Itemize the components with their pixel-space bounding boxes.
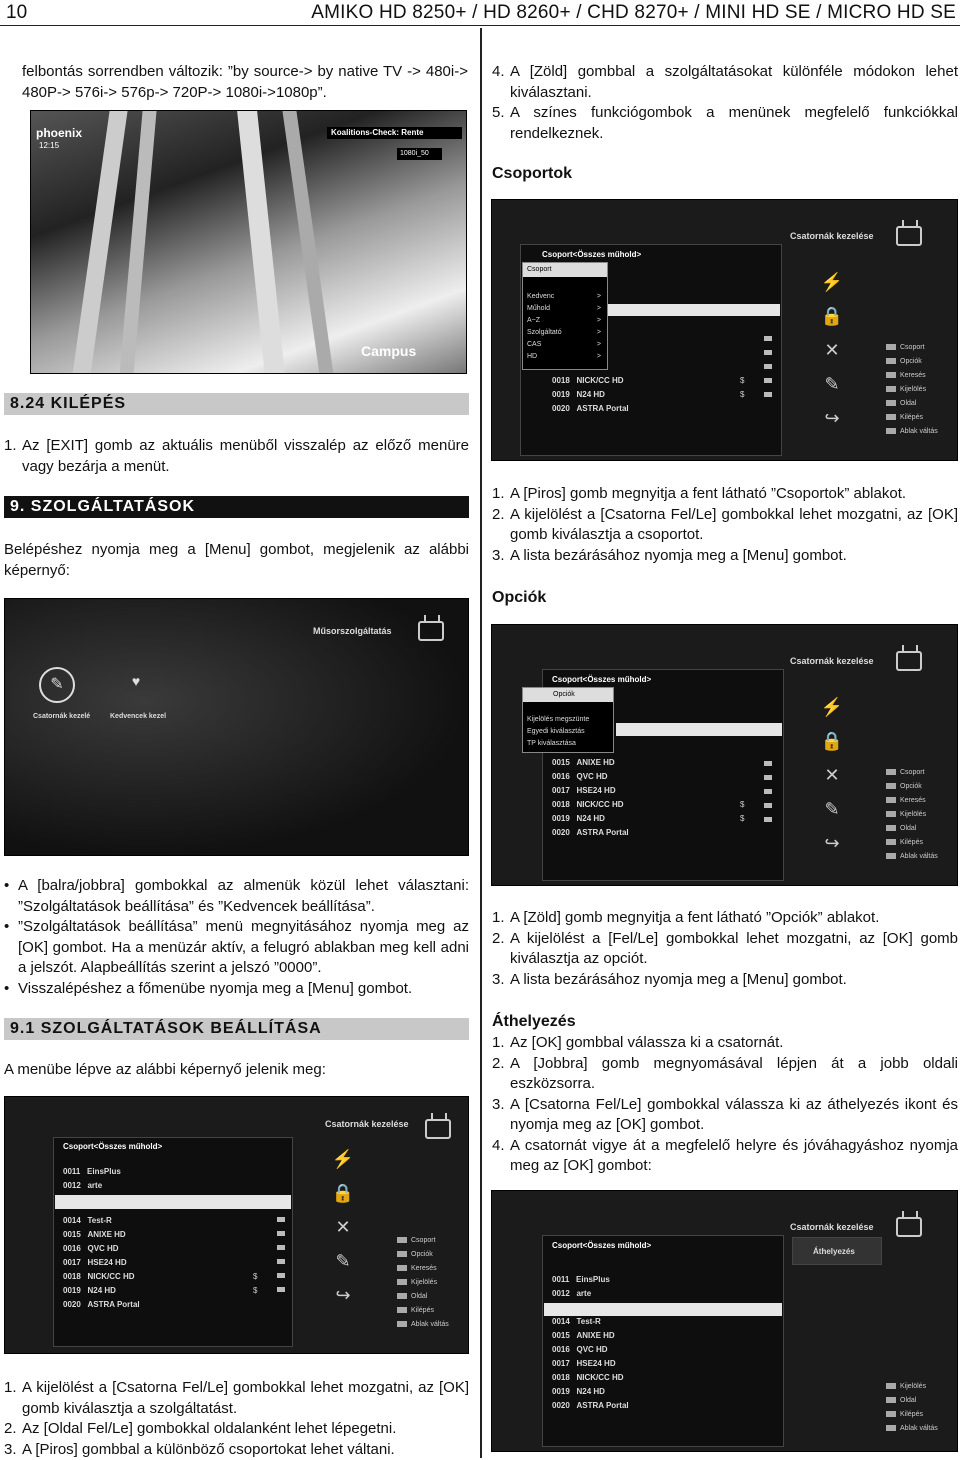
legend-item: Kijelölés — [397, 1279, 437, 1286]
tv-icon — [418, 621, 444, 641]
banner-overlay: Koalitions-Check: Rente — [327, 127, 462, 139]
rename-icon[interactable]: ✎ — [335, 1251, 351, 1271]
legend-item: Oldal — [886, 1397, 916, 1404]
table-row[interactable]: 0018 NICK/CC HD — [552, 1373, 624, 1382]
list-item: 1. A [Piros] gomb megnyitja a fent látható ”Csoportok” ablakot. — [492, 485, 907, 502]
popup-item[interactable]: Szolgáltató > — [527, 329, 601, 336]
flag-icon — [764, 761, 772, 766]
list-item: 5. A színes funkciógombok a menünek megfelelő funkciókkal rendelkeznek. — [492, 104, 958, 142]
page-header — [0, 0, 960, 26]
section-9-1-title: 9.1 SZOLGÁLTATÁSOK BEÁLLÍTÁSA — [4, 1018, 469, 1040]
selected-row[interactable] — [55, 1195, 291, 1209]
popup-item[interactable]: Egyedi kiválasztás — [527, 728, 585, 735]
legend-item: Oldal — [886, 400, 916, 407]
legend-item: Opciók — [397, 1251, 433, 1258]
scrambled-icon: $ — [740, 390, 745, 399]
heading-opciok: Opciók — [492, 589, 547, 606]
list-item: 3. A [Piros] gombbal a különböző csoportokat lehet váltani. — [4, 1440, 395, 1458]
table-row[interactable]: 0012 arte — [63, 1181, 103, 1190]
channel-list-screenshot — [4, 1096, 469, 1354]
legend-item: Keresés — [397, 1265, 437, 1272]
screen-title: Csatornák kezelése — [790, 656, 874, 666]
table-row[interactable]: 0014 Test-R — [63, 1216, 112, 1225]
channel-panel — [542, 1235, 784, 1447]
legend-item: Opciók — [886, 358, 922, 365]
flag-icon — [277, 1231, 285, 1236]
column-divider — [480, 28, 482, 1458]
table-row[interactable]: 0019 N24 HD — [552, 1387, 605, 1396]
table-row[interactable]: 0012 arte — [552, 1289, 592, 1298]
page-title: AMIKO HD 8250+ / HD 8260+ / CHD 8270+ / MINI HD SE / MICRO HD SE — [311, 2, 956, 23]
legend-item: Kijelölés — [886, 1383, 926, 1390]
legend-item: Csoport — [886, 769, 925, 776]
flag-icon — [277, 1217, 285, 1222]
screen-title: Csatornák kezelése — [325, 1119, 409, 1129]
popup-item[interactable]: Műhold > — [527, 305, 601, 312]
section-9-intro: Belépéshez nyomja meg a [Menu] gombot, megjelenik az alábbi képernyő: — [4, 541, 469, 579]
legend-item: Ablak váltás — [886, 853, 938, 860]
menu-title: Műsorszolgáltatás — [313, 626, 392, 636]
table-row[interactable]: 0016 QVC HD — [63, 1244, 119, 1253]
table-row[interactable]: 0020 ASTRA Portal — [552, 828, 629, 837]
flag-icon — [277, 1287, 285, 1292]
move-panel — [792, 1237, 882, 1265]
delete-icon[interactable]: ✕ — [824, 765, 840, 785]
list-item: 2. A kijelölést a [Fel/Le] gombokkal lehet mozgatni, az [OK] gomb kiválasztja az opciót. — [492, 929, 958, 967]
move-icon[interactable]: ↪ — [824, 408, 840, 428]
move-icon[interactable]: ↪ — [824, 833, 840, 853]
move-list — [492, 1033, 958, 1177]
legend-item: Kilépés — [886, 1411, 923, 1418]
group-label: Csoport<Összes műhold> — [552, 675, 652, 684]
flag-icon — [277, 1273, 285, 1278]
flag-icon — [277, 1245, 285, 1250]
lock-icon[interactable]: 🔒 — [331, 1183, 355, 1203]
flag-icon — [764, 803, 772, 808]
table-row[interactable]: 0017 HSE24 HD — [552, 786, 616, 795]
list-item: 1. Az [OK] gombbal válassza ki a csatornát. — [492, 1034, 784, 1051]
skip-icon[interactable]: ⚡ — [820, 272, 844, 292]
options-list — [492, 908, 958, 990]
flag-icon — [764, 364, 772, 369]
list-item: 1. A [Zöld] gomb megnyitja a fent látható ”Opciók” ablakot. — [492, 909, 880, 926]
legend-item: Kijelölés — [886, 811, 926, 818]
delete-icon[interactable]: ✕ — [335, 1217, 351, 1237]
scrambled-icon: $ — [253, 1272, 258, 1281]
flag-icon — [764, 350, 772, 355]
legend-item: Opciók — [886, 783, 922, 790]
group-label: Csoport<Összes műhold> — [542, 250, 642, 259]
list-item: 3. A [Csatorna Fel/Le] gombokkal válassza ki az áthelyezés ikont és nyomja meg az [OK] gombot. — [492, 1095, 958, 1133]
popup-item[interactable]: Kijelölés megszünte — [527, 716, 590, 723]
flag-icon — [764, 789, 772, 794]
legend-item: Ablak váltás — [397, 1321, 449, 1328]
popup-title: Opciók — [523, 688, 613, 702]
list-item: 3. A lista bezárásához nyomja meg a [Menu] gombot. — [492, 546, 847, 564]
list-item: 4. A csatornát vigye át a megfelelő helyre és jóváhagyáshoz nyomja meg az [OK] gombot: — [492, 1136, 958, 1174]
table-row[interactable]: 0018 NICK/CC HD — [63, 1272, 135, 1281]
page-number: 10 — [6, 2, 28, 23]
legend-item: Kijelölés — [886, 386, 926, 393]
heading-csoportok: Csoportok — [492, 165, 572, 182]
menu-item-favourites[interactable]: Kedvencek kezel — [110, 713, 167, 720]
flag-icon — [764, 392, 772, 397]
popup-item[interactable]: Kedvenc > — [527, 293, 601, 300]
table-row[interactable]: 0015 ANIXE HD — [552, 1331, 615, 1340]
edit-icon[interactable]: ✎ — [39, 667, 75, 703]
menu-item-channels[interactable]: Csatornák kezelé — [33, 713, 91, 720]
table-row[interactable]: 0017 HSE24 HD — [552, 1359, 616, 1368]
flag-icon — [764, 775, 772, 780]
tv-icon — [896, 226, 922, 246]
selected-row[interactable] — [616, 723, 782, 736]
group-label: Csoport<Összes műhold> — [552, 1241, 652, 1250]
rename-icon[interactable]: ✎ — [824, 374, 840, 394]
legend-item: Kilépés — [397, 1307, 434, 1314]
tv-icon — [896, 1217, 922, 1237]
table-row[interactable]: 0015 ANIXE HD — [552, 758, 615, 767]
table-row[interactable]: 0015 ANIXE HD — [63, 1230, 126, 1239]
list-item: • ”Szolgáltatások beállítása” menü megnyitásához nyomja meg az [OK] gombot. Ha a menüzár aktív, a felugró ablakban meg kell adni a jelszót. Alapbeállítás szerint a jelszó ”0000”. — [4, 918, 469, 976]
section-9-title: 9. SZOLGÁLTATÁSOK — [4, 496, 469, 518]
flag-icon — [277, 1259, 285, 1264]
skip-icon[interactable]: ⚡ — [331, 1149, 355, 1169]
list-item: 1. A kijelölést a [Csatorna Fel/Le] gombokkal lehet mozgatni, az [OK] gomb kiválasztja a szolgáltatást. — [4, 1379, 469, 1417]
table-row[interactable]: 0011 EinsPlus — [552, 1275, 610, 1284]
list-item: 2. A [Jobbra] gomb megnyomásával lépjen át a jobb oldali eszközsorra. — [492, 1054, 958, 1092]
time-overlay: 12:15 — [39, 141, 60, 150]
table-row[interactable]: 0011 EinsPlus — [63, 1167, 121, 1176]
table-row[interactable]: 0014 Test-R — [552, 1317, 601, 1326]
legend-item: Oldal — [886, 825, 916, 832]
legend-item: Ablak váltás — [886, 428, 938, 435]
rename-icon[interactable]: ✎ — [824, 799, 840, 819]
section-8-24-list — [4, 436, 469, 477]
table-row[interactable]: 0019 N24 HD — [552, 390, 605, 399]
heart-tv-icon[interactable]: ♥ — [131, 673, 141, 689]
table-row[interactable]: 0018 NICK/CC HD — [552, 800, 624, 809]
main-menu-screenshot — [4, 598, 469, 856]
popup-item[interactable]: A~Z > — [527, 317, 601, 324]
popup-item[interactable]: CAS > — [527, 341, 601, 348]
tv-photo — [30, 110, 467, 374]
flag-icon — [764, 378, 772, 383]
legend-item: Csoport — [397, 1237, 436, 1244]
table-row[interactable]: 0020 ASTRA Portal — [63, 1300, 140, 1309]
legend-item: Ablak váltás — [886, 1425, 938, 1432]
selected-row[interactable] — [608, 304, 780, 316]
tv-icon — [896, 651, 922, 671]
channel-logo: phoenix — [36, 126, 83, 140]
final-list — [4, 1378, 469, 1460]
table-row[interactable]: 0016 QVC HD — [552, 772, 608, 781]
popup-item[interactable]: HD > — [527, 353, 601, 360]
list-item: • Visszalépéshez a főmenübe nyomja meg a [Menu] gombot. — [4, 979, 413, 997]
table-row[interactable]: 0020 ASTRA Portal — [552, 404, 629, 413]
screen-title: Csatornák kezelése — [790, 1222, 874, 1232]
list-item: 1. Az [EXIT] gomb az aktuális menüből visszalép az előző menüre vagy bezárja a menüt. — [4, 437, 469, 475]
legend-item: Oldal — [397, 1293, 427, 1300]
section-9-1-intro: A menübe lépve az alábbi képernyő jelenik meg: — [4, 1061, 326, 1078]
screen-title: Csatornák kezelése — [790, 231, 874, 241]
lock-icon[interactable]: 🔒 — [820, 306, 844, 326]
scrambled-icon: $ — [740, 800, 745, 809]
skip-icon[interactable]: ⚡ — [820, 697, 844, 717]
scrambled-icon: $ — [740, 376, 745, 385]
move-icon[interactable]: ↪ — [335, 1285, 351, 1305]
table-row[interactable]: 0016 QVC HD — [552, 1345, 608, 1354]
flag-icon — [764, 817, 772, 822]
popup-item[interactable]: TP kiválasztása — [527, 740, 576, 747]
tv-icon — [425, 1119, 451, 1139]
table-row[interactable]: 0019 N24 HD — [63, 1286, 116, 1295]
options-popup — [522, 687, 614, 753]
legend-item: Kilépés — [886, 414, 923, 421]
section-8-24-title: 8.24 KILÉPÉS — [4, 393, 469, 415]
right-top-list — [492, 62, 958, 144]
list-item: • A [balra/jobbra] gombokkal az almenük közül lehet választani: ”Szolgáltatások beállítása” és ”Kedvencek beállítása”. — [4, 877, 469, 915]
intro-paragraph: felbontás sorrendben változik: ”by source-> by native TV -> 480i-> 480P-> 576i-> 576p-> 720P-> 1080i->1080p”. — [22, 63, 468, 101]
bullet-list — [4, 876, 469, 999]
table-row[interactable]: 0018 NICK/CC HD — [552, 376, 624, 385]
move-screenshot — [491, 1190, 958, 1452]
table-row[interactable]: 0017 HSE24 HD — [63, 1258, 127, 1267]
lock-icon[interactable]: 🔒 — [820, 731, 844, 751]
list-item: 3. A lista bezárásához nyomja meg a [Menu] gombot. — [492, 970, 847, 988]
watermark: Campus — [361, 343, 417, 359]
scrambled-icon: $ — [253, 1286, 258, 1295]
heading-athelyezes: Áthelyezés — [492, 1013, 576, 1030]
group-label: Csoport<Összes műhold> — [63, 1142, 163, 1151]
legend-item: Kilépés — [886, 839, 923, 846]
list-item: 2. A kijelölést a [Csatorna Fel/Le] gombokkal lehet mozgatni, az [OK] gomb kiválasztja a csoportot. — [492, 505, 958, 543]
resolution-overlay: 1080i_50 — [397, 148, 442, 160]
move-panel-title: Áthelyezés — [813, 1247, 855, 1256]
list-item: 2. Az [Oldal Fel/Le] gombokkal oldalanként lehet lépegetni. — [4, 1420, 397, 1437]
groups-screenshot — [491, 199, 958, 461]
scrambled-icon: $ — [740, 814, 745, 823]
legend-item: Keresés — [886, 797, 926, 804]
popup-title: Csoport — [523, 263, 607, 277]
selected-row[interactable] — [544, 1303, 782, 1316]
table-row[interactable]: 0020 ASTRA Portal — [552, 1401, 629, 1410]
options-screenshot — [491, 624, 958, 886]
groups-list — [492, 484, 958, 566]
legend-item: Csoport — [886, 344, 925, 351]
flag-icon — [764, 336, 772, 341]
delete-icon[interactable]: ✕ — [824, 340, 840, 360]
list-item: 4. A [Zöld] gombbal a szolgáltatásokat különféle módokon lehet kiválasztani. — [492, 63, 958, 101]
groups-popup — [522, 262, 608, 370]
table-row[interactable]: 0019 N24 HD — [552, 814, 605, 823]
legend-item: Keresés — [886, 372, 926, 379]
